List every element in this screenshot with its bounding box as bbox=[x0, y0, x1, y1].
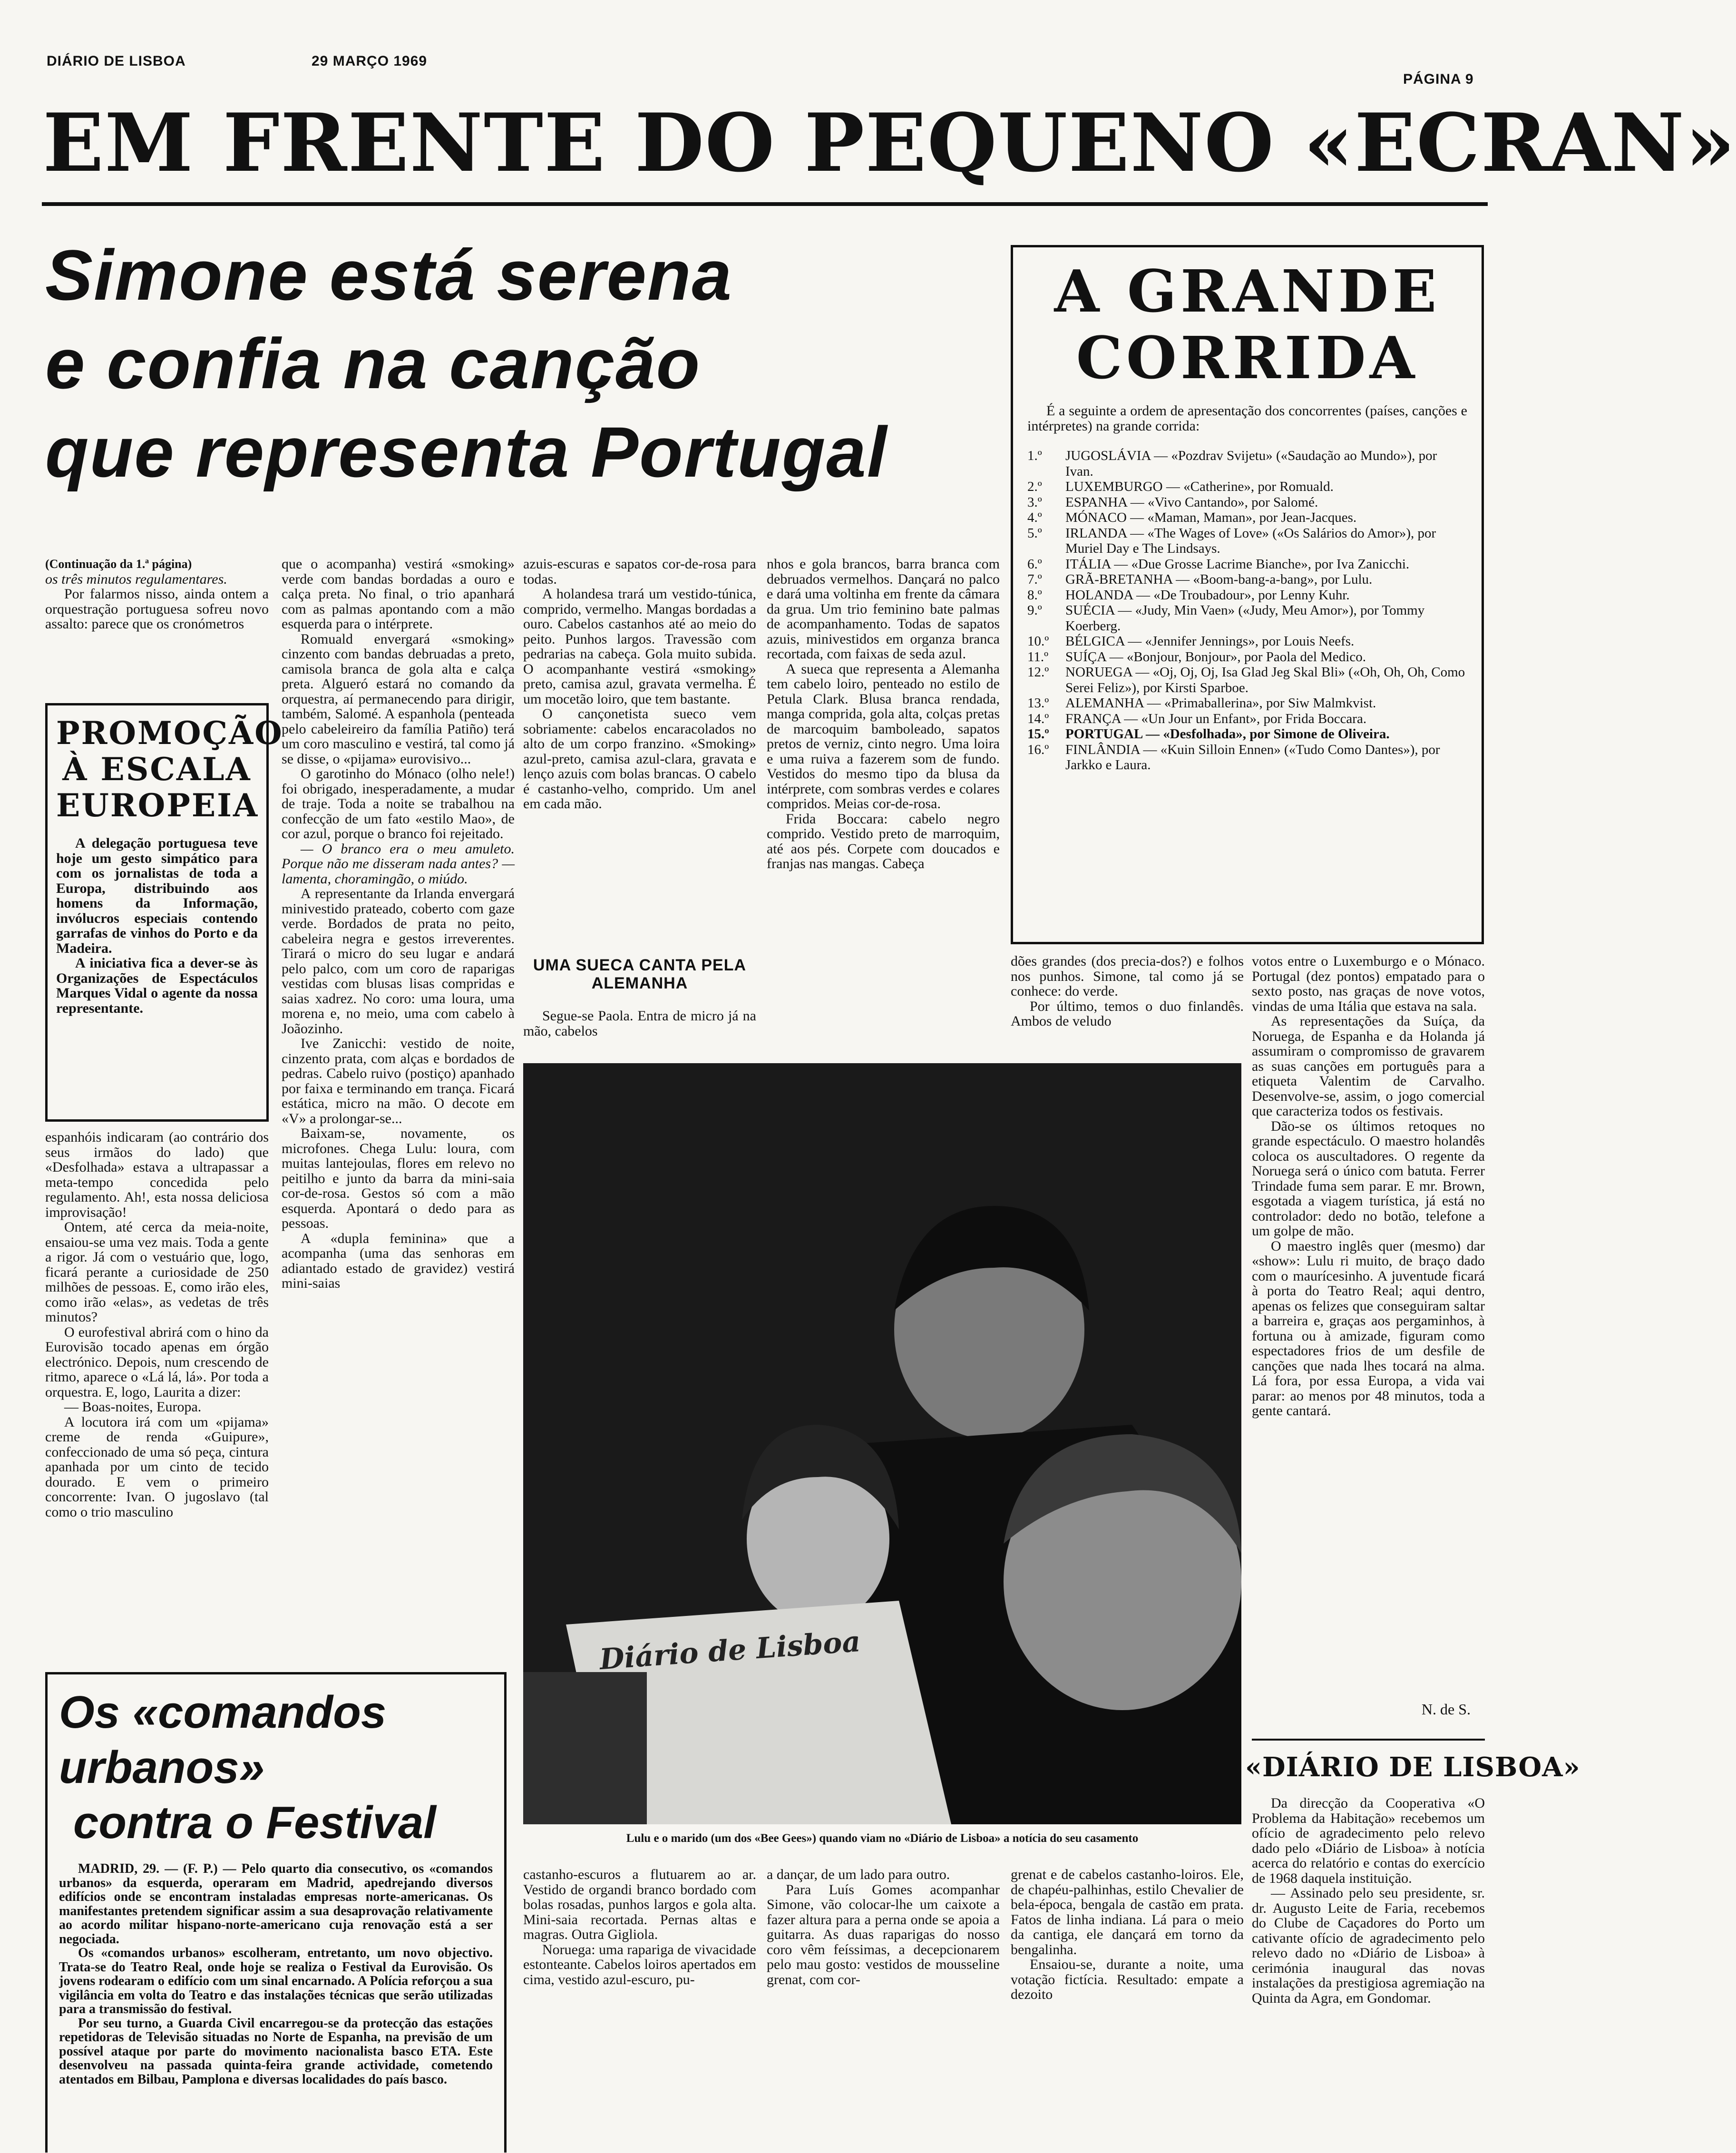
list-item bbox=[1027, 557, 1467, 572]
entry-text: FRANÇA — «Un Jour un Enfant», por Frida Boccara. bbox=[1065, 711, 1367, 726]
entry-number: 9.º bbox=[1027, 603, 1042, 618]
paragraph: O eurofestival abrirá com o hino da Eurovisão tocado apenas em órgão electrónico. Depois, num crescendo de ritmo, aparece o «Lá lá, lá». Por toda a orquestra. E, logo, Laurita a dizer: bbox=[45, 1324, 269, 1400]
paragraph: Romuald envergará «smoking» cinzento com bandas debruadas a preto, camisola branca de gola alta e calça preta. Algueró estará no comando da orquestra, aí permanecendo para dirigir, também, Salomé. A espanhola (penteada pelo cabeleireiro da família Patiño) terá um coro masculino e vestirá, tal como já se disse, o «pijama» eurovisivo... bbox=[282, 631, 515, 767]
main-col1-top bbox=[45, 557, 269, 699]
list-item bbox=[1027, 742, 1467, 773]
sueca-subhead: UMA SUECA CANTA PELA ALEMANHA bbox=[533, 956, 747, 992]
entry-number: 7.º bbox=[1027, 572, 1042, 587]
entry-number: 3.º bbox=[1027, 494, 1042, 510]
list-item bbox=[1027, 510, 1467, 526]
list-item bbox=[1027, 634, 1467, 649]
paragraph: azuis-escuras e sapatos cor-de-rosa para todas. bbox=[523, 556, 756, 587]
main-col3 bbox=[523, 557, 756, 947]
entry-text: ITÁLIA — «Due Grosse Lacrime Bianche», por Iva Zanicchi. bbox=[1065, 556, 1410, 572]
note-rule bbox=[1252, 1739, 1485, 1741]
list-item bbox=[1027, 711, 1467, 727]
list-item bbox=[1027, 526, 1467, 557]
entry-text: FINLÂNDIA — «Kuin Silloin Ennen» («Tudo Como Dantes»), por Jarkko e Laura. bbox=[1065, 742, 1440, 773]
list-item bbox=[1027, 448, 1467, 479]
entry-text: MÓNACO — «Maman, Maman», por Jean-Jacques. bbox=[1065, 510, 1357, 525]
paragraph: a dançar, de um lado para outro. bbox=[767, 1867, 950, 1882]
main-col5-top bbox=[1011, 954, 1244, 1049]
paragraph: — Boas-noites, Europa. bbox=[64, 1399, 202, 1415]
paragraph: Ive Zanicchi: vestido de noite, cinzento prata, com alças e bordados de pedras. Cabelo ruivo (postiço) apanhado por faixa e terminando em trança. Ficará estática, micro na mão. O decote em «V» a prolongar-se... bbox=[282, 1036, 515, 1126]
promo-title bbox=[56, 714, 283, 824]
paragraph: Por seu turno, a Guarda Civil encarregou-se da protecção das estações repetidoras de Televisão situadas no Norte de Espanha, na previsão de um possível ataque por parte do movimento nacionalista basco ETA. Este desenvolveu na passada quinta-feira grande actividade, cometendo atentados em Bilbau, Pamplona e diversas localidades do país basco. bbox=[59, 2016, 493, 2087]
entry-text: PORTUGAL — «Desfolhada», por Simone de Oliveira. bbox=[1065, 726, 1390, 742]
paragraph: Ontem, até cerca da meia-noite, ensaiou-se uma vez mais. Toda a gente a rigor. Já com o vestuário que, logo, ficará perante a curiosidade de 250 milhões de pessoas. E, como irão eles, como irão «elas», as vedetas de três minutos? bbox=[45, 1219, 269, 1325]
promo-title-line: À ESCALA bbox=[62, 751, 252, 788]
paragraph: — O branco era o meu amuleto. Porque não me disseram nada antes? — lamenta, choramingão, o miúdo. bbox=[282, 841, 515, 887]
list-item bbox=[1027, 495, 1467, 510]
entry-text: NORUEGA — «Oj, Oj, Oj, Isa Glad Jeg Skal Bli» («Oh, Oh, Oh, Como Serei Feliz»), por Kirsti Sparboe. bbox=[1065, 665, 1465, 695]
entry-number: 11.º bbox=[1027, 649, 1049, 665]
paragraph: Frida Boccara: cabelo negro comprido. Vestido preto de marroquim, até aos pés. Corpete com doucados e franjas nas mangas. Cabeça bbox=[767, 811, 1000, 871]
entry-number: 8.º bbox=[1027, 587, 1042, 603]
paragraph: O garotinho do Mónaco (olho nele!) foi obrigado, inesperadamente, a mudar de traje. Toda a noite se trabalhou na confecção de um fato «estilo Mao», de cor azul, porque o branco foi rejeitado. bbox=[282, 766, 515, 842]
promo-title-line: PROMOÇÃO bbox=[56, 714, 283, 752]
comandos-box bbox=[45, 1672, 507, 2153]
entry-text: LUXEMBURGO — «Catherine», por Romuald. bbox=[1065, 479, 1334, 494]
list-item bbox=[1027, 695, 1467, 711]
promo-body bbox=[56, 836, 258, 1016]
main-col3-after bbox=[523, 1008, 756, 1056]
grande-title-line: CORRIDA bbox=[1076, 323, 1419, 392]
paragraph: A «dupla feminina» que a acompanha (uma das senhoras em adiantado estado de gravidez) vestirá mini-saias bbox=[282, 1230, 515, 1291]
list-item-portugal bbox=[1027, 726, 1467, 742]
paragraph: A sueca que representa a Alemanha tem cabelo loiro, penteado no estilo de Petula Clark. Blusa branca rendada, manga comprida, gola alta, colças pretas de marcoquim bamboleado, sapatos pretos de verniz, cinto negro. Uma loira e uma ruiva a fazerem som de fundo. Vestidos do mesmo tipo da blusa da intérprete, com sombras verdes e colares compridos. Meias cor-de-rosa. bbox=[767, 661, 1000, 812]
paragraph: A locutora irá com um «pijama» creme de renda «Guipure», confeccionado de uma só peça, cintura apanhada por um cinto de tecido dourado. E vem o primeiro concorrente: Ivan. O jugoslavo (tal como o trio masculino bbox=[45, 1414, 269, 1520]
paragraph: espanhóis indicaram (ao contrário dos seus irmãos do lado) que «Desfolhada» estava a ultrapassar a meta-tempo concedida pelo regulamento. Ah!, esta nossa deliciosa improvisação! bbox=[45, 1129, 269, 1220]
paragraph: Por falarmos nisso, ainda ontem a orquestração portuguesa sofreu novo assalto: parece que os cronómetros bbox=[45, 586, 269, 632]
entry-number: 13.º bbox=[1027, 695, 1049, 711]
paragraph: nhos e gola brancos, barra branca com debruados vermelhos. Dançará no palco e dará uma voltinha em frente da câmara da grua. Um trio feminino bate palmas de acompanhamento. Todas de sapatos azuis, minivestidos em organza branca recortada, com faixas de seda azul. bbox=[767, 556, 1000, 662]
paragraph: A iniciativa fica a dever-se às Organizações de Espectáculos Marques Vidal o agente da nossa representante. bbox=[56, 955, 258, 1016]
paragraph: dões grandes (dos precia-dos?) e folhos nos punhos. Simone, tal como já se conhece: do verde. bbox=[1011, 953, 1244, 999]
paragraph: os três minutos regulamentares. bbox=[45, 571, 227, 587]
paragraph: Da direcção da Cooperativa «O Problema da Habitação» recebemos um ofício de agradecimento pelo relevo dado pelo «Diário de Lisboa» à notícia acerca do relatório e contas do exercício de 1968 daquela instituição. bbox=[1252, 1795, 1485, 1886]
comandos-title bbox=[59, 1685, 493, 1850]
comandos-title-line: Os «comandos urbanos» bbox=[59, 1687, 387, 1793]
main-col6 bbox=[1252, 954, 1485, 1708]
entry-number: 15.º bbox=[1027, 726, 1049, 742]
entry-text: ALEMANHA — «Primaballerina», por Siw Malmkvist. bbox=[1065, 695, 1376, 711]
article-signoff: N. de S. bbox=[1421, 1701, 1471, 1718]
comandos-body bbox=[59, 1862, 493, 2086]
photo-caption: Lulu e o marido (um dos «Bee Gees») quando viam no «Diário de Lisboa» a notícia do seu casamento bbox=[626, 1832, 1139, 1845]
paragraph: A representante da Irlanda envergará minivestido prateado, coberto com gaze verde. Bordados de prata no peito, cabeleira negra e gestos irreverentes. Tirará o micro do seu lugar e andará pelo palco, com um coro de raparigas vestidas com blusas lisas compridas e saias xadrez. No coro: uma loura, uma morena e, no meio, uma com cabelo à Joãozinho. bbox=[282, 886, 515, 1037]
list-item bbox=[1027, 665, 1467, 695]
list-item bbox=[1027, 603, 1467, 634]
paragraph: As representações da Suíça, da Noruega, de Espanha e da Holanda já assumiram o compromisso de gravarem as suas canções em português para a etiqueta Valentim de Carvalho. Desenvolve-se, assim, o jogo comercial que caracteriza todos os festivais. bbox=[1252, 1013, 1485, 1119]
paragraph: A holandesa trará um vestido-túnica, comprido, vermelho. Mangas bordadas a ouro. Cabelos castanhos até ao meio do peito. Punhos largos. Travessão com pedrarias na cabeça. Gola muito subida. O acompanhante vestirá «smoking» preto, camisa azul, gravata vermelha. É um mocetão loiro, que tem bastante. bbox=[523, 586, 756, 707]
list-item bbox=[1027, 479, 1467, 495]
list-item bbox=[1027, 572, 1467, 587]
entry-text: GRÃ-BRETANHA — «Boom-bang-a-bang», por Lulu. bbox=[1065, 572, 1373, 587]
masthead-page-number: PÁGINA 9 bbox=[1403, 71, 1474, 87]
section-headline: EM FRENTE DO PEQUENO «ECRAN» bbox=[43, 96, 1736, 190]
masthead-date: 29 MARÇO 1969 bbox=[312, 53, 428, 69]
grande-corrida-box bbox=[1011, 245, 1484, 944]
bottom-col-c bbox=[1011, 1867, 1244, 2153]
entry-number: 1.º bbox=[1027, 448, 1042, 463]
photo-lulu-and-husband bbox=[523, 1063, 1241, 1824]
paragraph: MADRID, 29. — (F. P.) — Pelo quarto dia consecutivo, os «comandos urbanos» da esquerda, operaram em Madrid, apedrejando diversos edifícios onde se encontram instaladas empresas norte-americanas. Os manifestantes pretendem significar assim a sua desaprovação relativamente ao acordo militar hispano-norte-americano cuja renovação está a ser negociada. bbox=[59, 1861, 493, 1947]
paragraph: — Assinado pelo seu presidente, sr. dr. Augusto Leite de Faria, recebemos do Clube de Caçadores do Porto um cativante ofício de agradecimento pelo relevo dado no «Diário de Lisboa» à cerimónia inaugural das novas instalações da prestigiosa agremiação na Quinta da Agra, em Gondomar. bbox=[1252, 1885, 1485, 2006]
paragraph: votos entre o Luxemburgo e o Mónaco. Portugal (dez pontos) empatado para o sexto posto, nas graças de nove votos, vindas de uma Itália que estava na sala. bbox=[1252, 953, 1485, 1014]
main-article-title bbox=[45, 231, 996, 496]
entry-text: ESPANHA — «Vivo Cantando», por Salomé. bbox=[1065, 494, 1318, 510]
paragraph: castanho-escuros a flutuarem ao ar. Vestido de organdi branco bordado com bolas rosadas, punhos largos e gola alta. Mini-saia recortada. Pernas altas e magras. Outra Gigliola. bbox=[523, 1867, 756, 1942]
bottom-col-a bbox=[523, 1867, 756, 2153]
diario-note-body bbox=[1252, 1796, 1485, 2153]
paragraph: Dão-se os últimos retoques no grande espectáculo. O maestro holandês coloca os auscultadores. O regente da Noruega será o único com batuta. Ferrer Trindade fuma sem parar. E mr. Brown, esgotada a viagem turística, já está no controlador: dedo no botão, telefone a um golpe de mão. bbox=[1252, 1118, 1485, 1239]
paragraph: Noruega: uma rapariga de vivacidade estonteante. Cabelos loiros apertados em cima, vestido azul-escuro, pu- bbox=[523, 1941, 756, 1987]
promo-title-line: EUROPEIA bbox=[56, 787, 259, 824]
paragraph: Por último, temos o duo finlandês. Ambos de veludo bbox=[1011, 998, 1244, 1029]
entry-number: 10.º bbox=[1027, 634, 1049, 649]
headline-rule bbox=[42, 202, 1488, 206]
paragraph: grenat e de cabelos castanho-loiros. Ele, de chapéu-palhinhas, estilo Chevalier de bela-época, bengala de castão em prata. Fatos de linha indiana. Lá para o meio da cantiga, ele dançará em torno da bengalinha. bbox=[1011, 1867, 1244, 1957]
entry-text: SUÍÇA — «Bonjour, Bonjour», por Paola del Medico. bbox=[1065, 649, 1366, 665]
entry-text: HOLANDA — «De Troubadour», por Lenny Kuhr. bbox=[1065, 587, 1350, 603]
main-col2 bbox=[282, 557, 515, 1610]
entry-number: 14.º bbox=[1027, 711, 1049, 726]
photo-illustration bbox=[523, 1063, 1241, 1824]
promo-box bbox=[45, 703, 283, 1122]
entry-number: 5.º bbox=[1027, 525, 1042, 541]
entry-text: IRLANDA — «The Wages of Love» («Os Salários do Amor»), por Muriel Day e The Lindsays. bbox=[1065, 525, 1436, 556]
entry-number: 16.º bbox=[1027, 742, 1049, 757]
comandos-title-line: contra o Festival bbox=[73, 1797, 436, 1848]
main-col4 bbox=[767, 557, 1000, 1051]
title-line-2: e confia na canção bbox=[45, 323, 701, 403]
paragraph: O maestro inglês quer (mesmo) dar «show»: Lulu ri muito, de braço dado com o maurícesinho. A juventude ficará à porta do Teatro Real; aqui dentro, apenas os felizes que conseguiram saltar a barreira e, graças aos pergaminhos, à fortuna ou à amizade, figuram como espectadores frios de um desfile de canções que nada lhes tocará na alma. Lá fora, por essa Europa, a vida vai parar: ao menos por 48 minutos, toda a gente cantará. bbox=[1252, 1238, 1485, 1419]
paragraph: A delegação portuguesa teve hoje um gesto simpático para com os jornalistas de toda a Europa, distribuindo aos homens da Informação, invólucros especiais contendo garrafas de vinhos do Porto e da Madeira. bbox=[56, 835, 258, 956]
main-col1-bottom bbox=[45, 1130, 269, 1663]
entry-number: 4.º bbox=[1027, 510, 1042, 525]
title-line-3: que representa Portugal bbox=[45, 412, 888, 492]
paragraph: que o acompanha) vestirá «smoking» verde com bandas bordadas a ouro e calça preta. No final, o trio apanhará com as palmas apontando com a mão esquerda para o intérprete. bbox=[282, 556, 515, 632]
paragraph: Ensaiou-se, durante a noite, uma votação fictícia. Resultado: empate a dezoito bbox=[1011, 1957, 1244, 2002]
entry-text: SUÉCIA — «Judy, Min Vaen» («Judy, Meu Amor»), por Tommy Koerberg. bbox=[1065, 603, 1425, 634]
grande-corrida-list bbox=[1027, 448, 1467, 773]
title-line-1: Simone está serena bbox=[45, 235, 733, 315]
paragraph: Segue-se Paola. Entra de micro já na mão, cabelos bbox=[523, 1008, 756, 1039]
masthead-paper-name: DIÁRIO DE LISBOA bbox=[47, 53, 186, 69]
paragraph: Para Luís Gomes acompanhar Simone, vão colocar-lhe um caixote a fazer altura para a perna onde se apoia a guitarra. As duas raparigas do nosso coro vêm feíssimas, a decepcionarem pelo mau gosto: vestidos de mousseline grenat, com cor- bbox=[767, 1881, 1000, 1987]
list-item bbox=[1027, 649, 1467, 665]
list-item bbox=[1027, 587, 1467, 603]
entry-number: 6.º bbox=[1027, 556, 1042, 572]
diario-note-title: «DIÁRIO DE LISBOA» bbox=[1245, 1752, 1580, 1783]
entry-number: 2.º bbox=[1027, 479, 1042, 494]
paragraph: O cançonetista sueco vem sobriamente: cabelos encaracolados no alto de um corpo franzino. «Smoking» azul-preto, camisa azul-clara, gravata e lenço azuis com bolas brancas. O cabelo é castanho-velho, comprido. Um anel em cada mão. bbox=[523, 706, 756, 812]
entry-text: JUGOSLÁVIA — «Pozdrav Svijetu» («Saudação ao Mundo»), por Ivan. bbox=[1065, 448, 1437, 479]
grande-title-line: A GRANDE bbox=[1054, 257, 1441, 325]
entry-number: 12.º bbox=[1027, 665, 1049, 680]
grande-corrida-intro: É a seguinte a ordem de apresentação dos concorrentes (países, canções e intérpretes) na grande corrida: bbox=[1027, 403, 1467, 434]
grande-corrida-title bbox=[1027, 258, 1467, 391]
paragraph: Os «comandos urbanos» escolheram, entretanto, um novo objectivo. Trata-se do Teatro Real, onde hoje se realiza o Festival da Eurovisão. Os jovens rodearam o edifício com um sinal encarnado. A Polícia reforçou a sua vigilância em volta do Teatro e das instalações técnicas que serão utilizadas para a transmissão do festival. bbox=[59, 1946, 493, 2016]
paragraph: Baixam-se, novamente, os microfones. Chega Lulu: loura, com muitas lantejoulas, flores em relevo no peitilho e junto da barra da mini-saia cor-de-rosa. Gestos só com a mão esquerda. Apontará o dedo para as pessoas. bbox=[282, 1125, 515, 1231]
photo-newspaper-masthead: Diário de Lisboa bbox=[598, 1625, 862, 1677]
bottom-col-b bbox=[767, 1867, 1000, 2153]
continuation-note: (Continuação da 1.ª página) bbox=[45, 557, 192, 571]
entry-text: BÉLGICA — «Jennifer Jennings», por Louis Neefs. bbox=[1065, 634, 1355, 649]
